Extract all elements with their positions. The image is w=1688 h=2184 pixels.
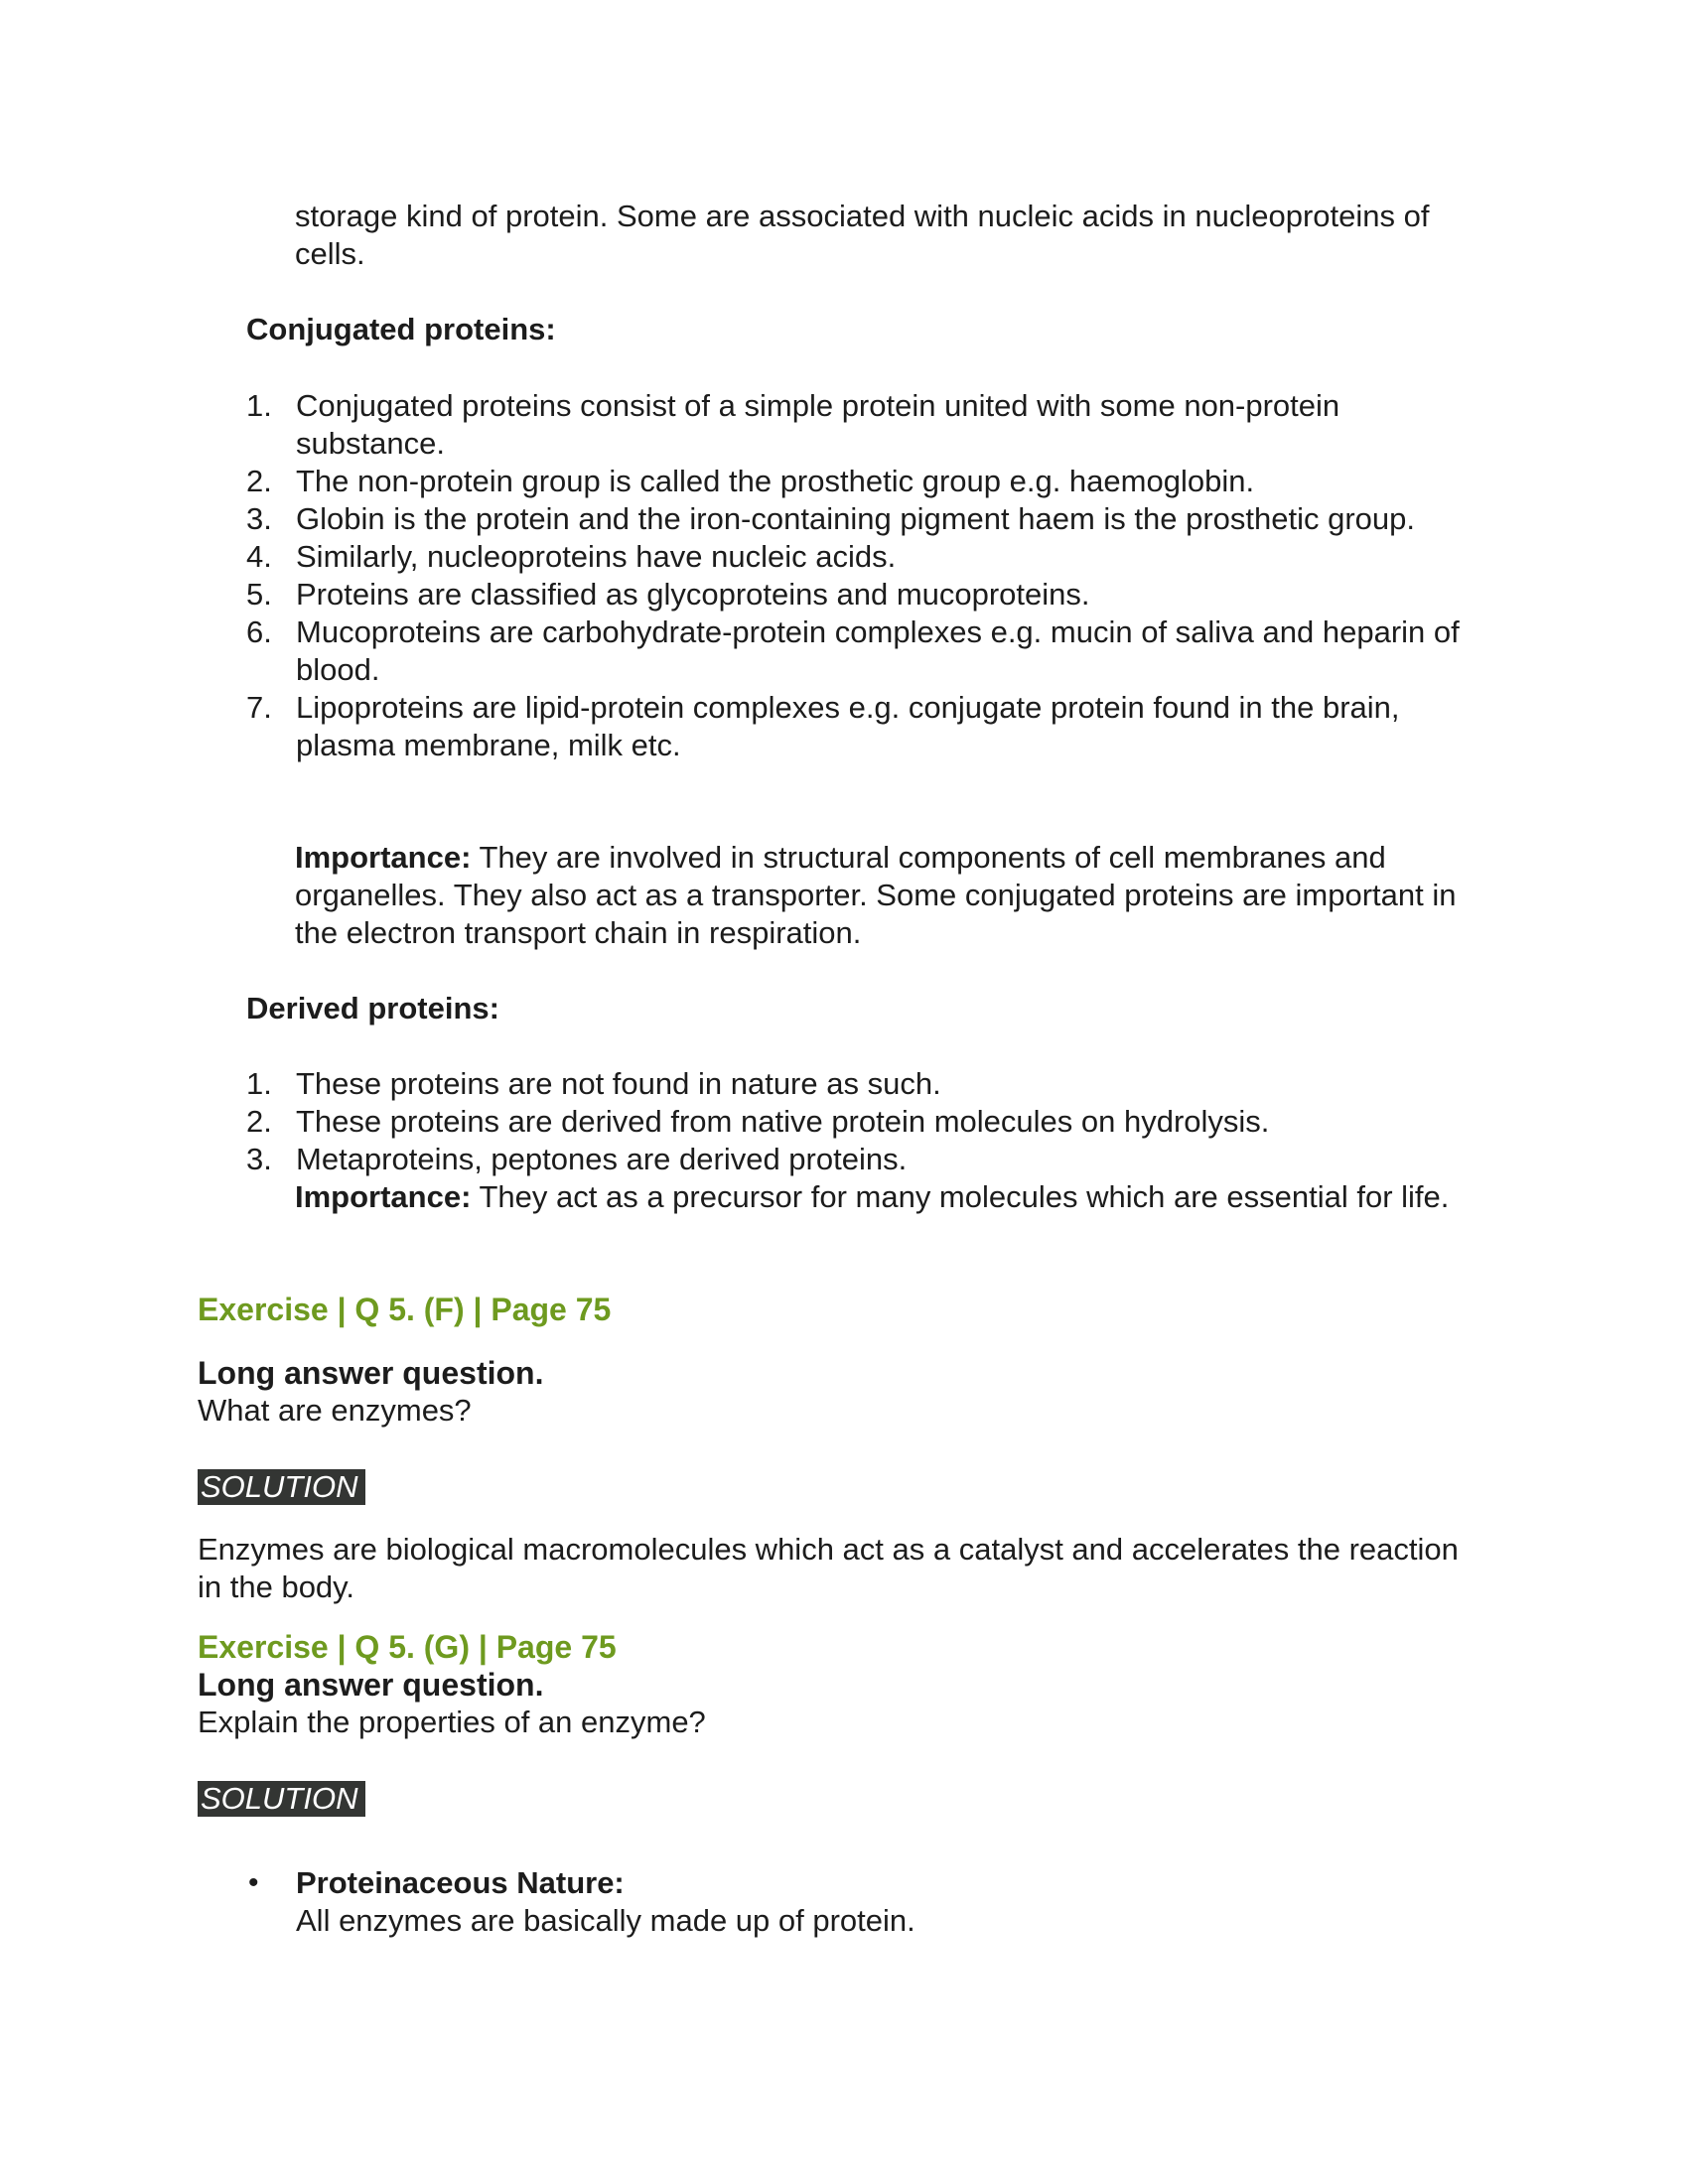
conjugated-list <box>246 387 1487 764</box>
question-q5f: What are enzymes? <box>198 1393 472 1428</box>
list-item <box>246 538 1487 576</box>
list-item <box>246 1065 1487 1103</box>
list-number: 3. <box>246 501 272 536</box>
list-text: Globin is the protein and the iron-containing pigment haem is the prosthetic group. <box>296 501 1416 536</box>
list-text: These proteins are derived from native protein molecules on hydrolysis. <box>296 1104 1270 1139</box>
list-text: The non-protein group is called the prosthetic group e.g. haemoglobin. <box>296 464 1255 498</box>
conjugated-heading: Conjugated proteins: <box>246 312 556 346</box>
answer-q5f: Enzymes are biological macromolecules which act as a catalyst and accelerates the reaction in the body. <box>198 1532 1459 1604</box>
list-number: 3. <box>246 1142 272 1176</box>
list-text: Similarly, nucleoproteins have nucleic acids. <box>296 539 897 574</box>
list-number: 7. <box>246 690 272 725</box>
importance-text: They are involved in structural components of cell membranes and organelles. They also act as a transporter. Some conjugated proteins are important in the electron transport chain in respiration. <box>295 840 1457 950</box>
list-item <box>246 500 1487 538</box>
list-item <box>246 1141 1487 1178</box>
list-text: Conjugated proteins consist of a simple protein united with some non-protein substance. <box>296 388 1340 461</box>
list-text: Mucoproteins are carbohydrate-protein complexes e.g. mucin of saliva and heparin of blood. <box>296 614 1460 687</box>
question-type-q5g: Long answer question. <box>198 1667 544 1703</box>
derived-heading: Derived proteins: <box>246 991 499 1025</box>
list-item <box>246 614 1487 689</box>
solution-label-q5f <box>198 1469 365 1514</box>
list-number: 2. <box>246 1104 272 1139</box>
list-item <box>246 463 1487 500</box>
importance-label: Importance: <box>295 1179 472 1214</box>
importance-text: They act as a precursor for many molecules which are essential for life. <box>471 1179 1450 1214</box>
conjugated-importance <box>295 839 1486 952</box>
list-number: 1. <box>246 1066 272 1101</box>
list-item <box>246 689 1487 764</box>
solution-badge: SOLUTION <box>198 1469 365 1505</box>
derived-importance <box>295 1178 1486 1216</box>
list-number: 2. <box>246 464 272 498</box>
list-number: 4. <box>246 539 272 574</box>
solution-badge: SOLUTION <box>198 1781 365 1817</box>
list-item <box>246 1103 1487 1141</box>
derived-list <box>246 1065 1487 1178</box>
question-q5g: Explain the properties of an enzyme? <box>198 1705 706 1739</box>
importance-label: Importance: <box>295 840 472 875</box>
question-type-q5f: Long answer question. <box>198 1355 544 1391</box>
list-text: Lipoproteins are lipid-protein complexes e.g. conjugate protein found in the brain, plasma membrane, milk etc. <box>296 690 1400 762</box>
intro-text: storage kind of protein. Some are associated with nucleic acids in nucleoproteins of cells. <box>295 199 1430 271</box>
property-title: Proteinaceous Nature: <box>296 1865 625 1900</box>
list-item <box>246 387 1487 463</box>
property-text: All enzymes are basically made up of protein. <box>296 1903 915 1938</box>
list-number: 1. <box>246 388 272 423</box>
list-text: Proteins are classified as glycoproteins and mucoproteins. <box>296 577 1090 612</box>
list-number: 5. <box>246 577 272 612</box>
exercise-link-q5g[interactable]: Exercise | Q 5. (G) | Page 75 <box>198 1629 617 1665</box>
solution-label-q5g <box>198 1781 365 1826</box>
bullet-icon: • <box>248 1866 259 1899</box>
list-item <box>246 576 1487 614</box>
list-text: Metaproteins, peptones are derived proteins. <box>296 1142 908 1176</box>
list-item <box>246 1864 1487 1940</box>
list-number: 6. <box>246 614 272 649</box>
properties-list <box>246 1864 1487 1940</box>
list-text: These proteins are not found in nature as such. <box>296 1066 941 1101</box>
intro-paragraph <box>295 198 1486 273</box>
exercise-link-q5f[interactable]: Exercise | Q 5. (F) | Page 75 <box>198 1292 612 1327</box>
